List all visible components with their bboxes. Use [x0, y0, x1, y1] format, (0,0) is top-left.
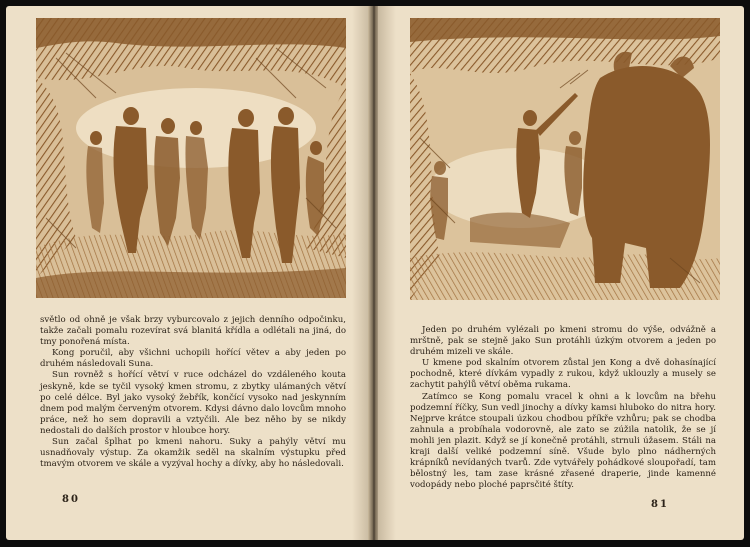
left-page-number: 80 [62, 494, 80, 505]
left-text [40, 315, 346, 470]
right-illustration [410, 18, 720, 300]
cave-procession-illustration [36, 18, 346, 298]
left-paragraph-1: světlo od ohně je však brzy vyburcovalo z jejich denního odpočinku, takže začali pomalu rozevírat svá blanitá křídla a odlétali na jiná, do tmy ponořená místa. [40, 315, 346, 348]
mammoth-hunt-illustration [410, 18, 720, 300]
left-illustration [36, 18, 346, 298]
left-paragraph-3: Sun rovněž s hořící větví v ruce odcházel do vzdáleného kouta jeskyně, kde se tyčil vysoký kmen stromu, z zbytky ulámaných větví po celé délce. Byl jako vysoký žebřík, končící vysoko nad jeskynním dnem pod malým červeným otvorem. Kdysi dávno dalo lovcům mnoho práce, než ho sem dopravili a vztyčili. Ale bez něho by se nikdy nedostali do dalších prostor v hloubce hory. [40, 370, 346, 436]
left-paragraph-4: Sun začal šplhat po kmeni nahoru. Suky a pahýly větví mu usnadňovaly výstup. Za okamžik seděl na skalním výstupku před tmavým otvorem ve skále a vyzýval hochy a dívky, aby ho následovali. [40, 437, 346, 470]
left-page [6, 6, 370, 540]
right-page [378, 6, 744, 540]
left-paragraph-2: Kong poručil, aby všichni uchopili hořící větev a aby jeden po druhém následovali Suna. [40, 348, 346, 370]
right-paragraph-3: Zatímco se Kong pomalu vracel k ohni a k lovcům na břehu podzemní říčky, Sun vedl jinochy a dívky kamsi hluboko do nitra hory. Nejprve krátce stoupali úzkou chodbou příkře vzhůru; pak se chodba zahnula a probíhala vodorovně, ale zato se zúžila natolik, že se jí mohli jen plazit. Když se jí konečně protáhli, strnuli úžasem. Stáli na kraji další veliké podzemní síně. Všude bylo plno nádherných krápníků nevídaných tvarů. Zde vytvářely pohádkové sloupořadí, tam bělostný les, tam zase krásné zřasené draperie, jinde kamenné vodopády nebo ploché paprsčité štíty. [410, 391, 716, 491]
right-paragraph-2: U kmene pod skalním otvorem zůstal jen Kong a dvě dohasínající pochodně, které dívkám vypadly z rukou, když uklouzly a musely se zachytit pahýlů větví oběma rukama. [410, 358, 716, 391]
right-paragraph-1: Jeden po druhém vylézali po kmeni stromu do výše, odvážně a mrštně, pak se stejně jako Sun protáhli úzkým otvorem a jeden po druhém mizeli ve skále. [410, 325, 716, 358]
right-page-number: 81 [651, 499, 669, 510]
right-text [410, 325, 716, 491]
